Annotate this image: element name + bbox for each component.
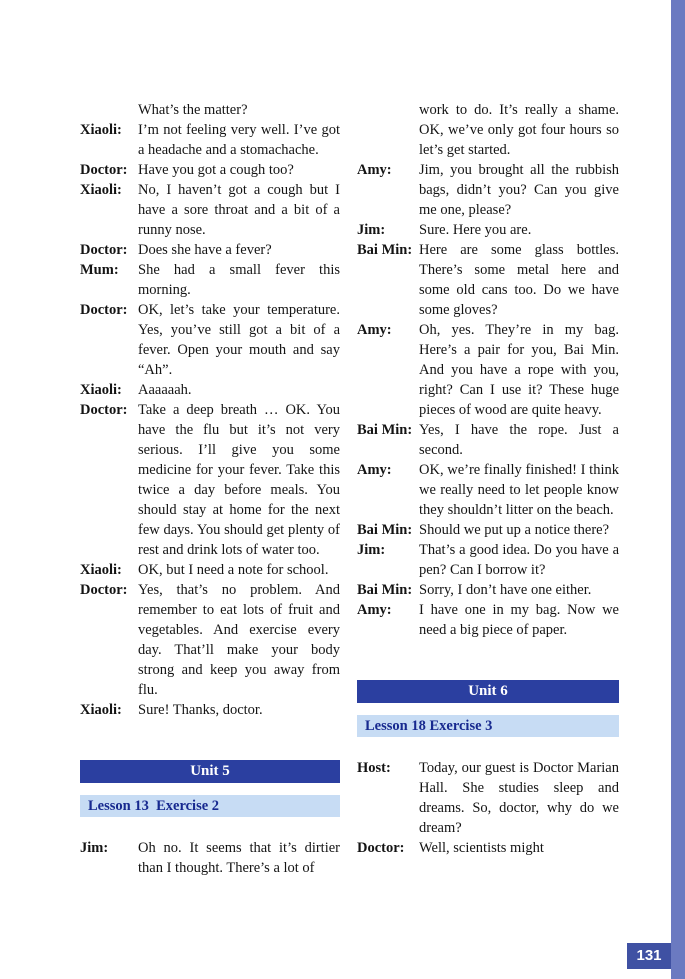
- dialogue-row: [357, 520, 619, 540]
- dialogue-row: [80, 100, 340, 120]
- dialogue-section-lesson18: [357, 758, 619, 858]
- dialogue-row: [80, 400, 340, 560]
- page-number: 131: [627, 943, 671, 969]
- dialogue-text: Well, scientists might: [419, 840, 544, 856]
- lesson-18-exercise-3-header: Lesson 18 Exercise 3: [357, 715, 619, 737]
- speaker-name: Jim:: [80, 840, 109, 856]
- speaker-name: Doctor:: [80, 162, 128, 178]
- dialogue-text: I’m not feeling very well. I’ve got a headache and a stomachache.: [138, 122, 340, 158]
- dialogue-row: [357, 320, 619, 420]
- dialogue-row: [80, 160, 340, 180]
- dialogue-text: Aaaaaah.: [138, 382, 192, 398]
- dialogue-text: work to do. It’s really a shame. OK, we’ve only got four hours so let’s get started.: [419, 102, 619, 158]
- dialogue-text: Today, our guest is Doctor Marian Hall. She studies sleep and dreams. So, doctor, why do we dream?: [419, 760, 619, 836]
- dialogue-row: [357, 240, 619, 320]
- speaker-name: Amy:: [357, 322, 392, 338]
- dialogue-text: Jim, you brought all the rubbish bags, didn’t you? Can you give me one, please?: [419, 162, 619, 218]
- dialogue-text: Yes, I have the rope. Just a second.: [419, 422, 619, 458]
- dialogue-text: She had a small fever this morning.: [138, 262, 340, 298]
- dialogue-row: [80, 380, 340, 400]
- unit-6-header: Unit 6: [357, 680, 619, 703]
- dialogue-text: Take a deep breath … OK. You have the flu but it’s not very serious. I’ll give you some medicine for your fever. Take this twice a day before meals. You should stay at home for the next few days. You should get plenty of rest and drink lots of water too.: [138, 402, 340, 558]
- speaker-name: Doctor:: [80, 402, 128, 418]
- unit-5-header: Unit 5: [80, 760, 340, 783]
- right-column: [357, 100, 619, 858]
- page-edge-stripe: [671, 0, 685, 979]
- dialogue-section-lesson12: [80, 100, 340, 720]
- speaker-name: Doctor:: [80, 242, 128, 258]
- dialogue-text: Does she have a fever?: [138, 242, 272, 258]
- dialogue-row: [80, 838, 340, 878]
- dialogue-text: Have you got a cough too?: [138, 162, 294, 178]
- dialogue-text: OK, but I need a note for school.: [138, 562, 329, 578]
- dialogue-text: No, I haven’t got a cough but I have a sore throat and a bit of a runny nose.: [138, 182, 340, 238]
- dialogue-row: [357, 420, 619, 460]
- dialogue-text: Oh, yes. They’re in my bag. Here’s a pair for you, Bai Min. And you have a rope with you, right? Can I use it? These huge pieces of wood are quite heavy.: [419, 322, 619, 418]
- speaker-name: Bai Min:: [357, 522, 413, 538]
- dialogue-text: Should we put up a notice there?: [419, 522, 610, 538]
- speaker-name: Doctor:: [80, 582, 128, 598]
- speaker-name: Xiaoli:: [80, 122, 122, 138]
- speaker-name: Bai Min:: [357, 582, 413, 598]
- dialogue-row: [357, 160, 619, 220]
- left-column: [80, 100, 340, 878]
- dialogue-row: [80, 260, 340, 300]
- dialogue-text: Sure! Thanks, doctor.: [138, 702, 263, 718]
- lesson-13-exercise-2-header: Lesson 13 Exercise 2: [80, 795, 340, 817]
- dialogue-row: [357, 100, 619, 160]
- dialogue-text: Oh no. It seems that it’s dirtier than I thought. There’s a lot of: [138, 840, 340, 876]
- speaker-name: Jim:: [357, 542, 386, 558]
- dialogue-row: [357, 758, 619, 838]
- dialogue-text: OK, let’s take your temperature. Yes, you’ve still got a bit of a fever. Open your mouth and say “Ah”.: [138, 302, 340, 378]
- dialogue-row: [80, 240, 340, 260]
- dialogue-row: [357, 838, 619, 858]
- dialogue-row: [357, 580, 619, 600]
- dialogue-text: That’s a good idea. Do you have a pen? Can I borrow it?: [419, 542, 619, 578]
- dialogue-row: [357, 220, 619, 240]
- dialogue-text: Here are some glass bottles. There’s some metal here and some old cans too. Do we have some gloves?: [419, 242, 619, 318]
- speaker-name: Mum:: [80, 262, 119, 278]
- speaker-name: Amy:: [357, 162, 392, 178]
- speaker-name: Xiaoli:: [80, 382, 122, 398]
- speaker-name: Jim:: [357, 222, 386, 238]
- dialogue-text: Sorry, I don’t have one either.: [419, 582, 592, 598]
- dialogue-text: I have one in my bag. Now we need a big piece of paper.: [419, 602, 619, 638]
- speaker-name: Xiaoli:: [80, 702, 122, 718]
- speaker-name: Doctor:: [80, 302, 128, 318]
- dialogue-row: [80, 300, 340, 380]
- dialogue-section-lesson13-cont: [357, 100, 619, 640]
- dialogue-row: [357, 540, 619, 580]
- speaker-name: Amy:: [357, 602, 392, 618]
- dialogue-text: What’s the matter?: [138, 102, 248, 118]
- dialogue-row: [357, 460, 619, 520]
- dialogue-row: [80, 180, 340, 240]
- speaker-name: Xiaoli:: [80, 562, 122, 578]
- speaker-name: Doctor:: [357, 840, 405, 856]
- speaker-name: Amy:: [357, 462, 392, 478]
- speaker-name: Xiaoli:: [80, 182, 122, 198]
- speaker-name: Bai Min:: [357, 422, 413, 438]
- speaker-name: Bai Min:: [357, 242, 413, 258]
- dialogue-text: Sure. Here you are.: [419, 222, 532, 238]
- dialogue-row: [357, 600, 619, 640]
- dialogue-row: [80, 700, 340, 720]
- dialogue-section-lesson13: [80, 838, 340, 878]
- dialogue-row: [80, 120, 340, 160]
- dialogue-text: Yes, that’s no problem. And remember to eat lots of fruit and vegetables. And exercise every day. That’ll make your body strong and keep you away from flu.: [138, 582, 340, 698]
- speaker-name: Host:: [357, 760, 391, 776]
- dialogue-row: [80, 560, 340, 580]
- dialogue-text: OK, we’re finally finished! I think we really need to let people know they shouldn’t litter on the beach.: [419, 462, 619, 518]
- dialogue-row: [80, 580, 340, 700]
